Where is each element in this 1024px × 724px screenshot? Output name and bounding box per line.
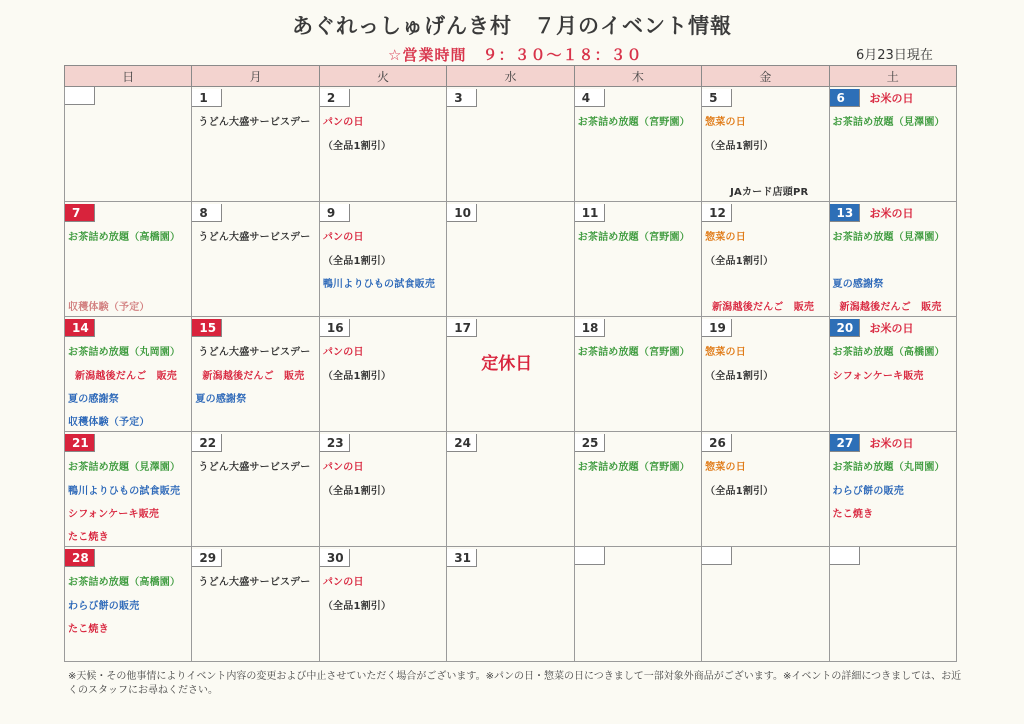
event-niigata: 新潟越後だんご 販売 bbox=[712, 302, 815, 313]
event-calendar bbox=[64, 65, 957, 662]
event-pan: パンの日 bbox=[322, 117, 364, 128]
day-cell-3 bbox=[447, 87, 574, 202]
event-pan: パンの日 bbox=[322, 232, 364, 243]
day-number: 15 bbox=[192, 319, 222, 337]
event-discount: （全品1割引） bbox=[322, 141, 392, 152]
event-takoyaki: たこ焼き bbox=[832, 509, 874, 520]
day-number: 25 bbox=[575, 434, 605, 452]
day-number: 4 bbox=[575, 89, 605, 107]
day-cell-24 bbox=[447, 432, 574, 547]
event-tea: お茶詰め放題（丸岡園） bbox=[832, 462, 945, 473]
weekday-mon: 月 bbox=[192, 66, 319, 87]
event-niigata: 新潟越後だんご 販売 bbox=[202, 371, 305, 382]
page-title: あぐれっしゅげんき村 ７月のイベント情報 bbox=[292, 14, 732, 38]
day-number: 13 bbox=[830, 204, 860, 222]
business-hours: ☆営業時間 ９：３０～１８：３０ bbox=[388, 46, 643, 64]
day-number: 19 bbox=[702, 319, 732, 337]
event-tea: お茶詰め放題（高橋園） bbox=[832, 347, 945, 358]
event-takoyaki: たこ焼き bbox=[68, 532, 109, 543]
event-tea: お茶詰め放題（宮野園） bbox=[577, 117, 690, 128]
day-number: 20 bbox=[830, 319, 860, 337]
day-cell-29 bbox=[192, 547, 319, 662]
day-number: 9 bbox=[320, 204, 350, 222]
weekday-thu: 木 bbox=[574, 66, 701, 87]
event-pan: パンの日 bbox=[322, 577, 364, 588]
day-number: 26 bbox=[702, 434, 732, 452]
day-cell-31 bbox=[447, 547, 574, 662]
event-shifon: シフォンケーキ販売 bbox=[832, 371, 924, 382]
day-number: 2 bbox=[320, 89, 350, 107]
day-number: 28 bbox=[65, 549, 95, 567]
event-kamogawa: 鴨川よりひもの試食販売 bbox=[322, 279, 436, 290]
day-number-empty bbox=[702, 547, 732, 565]
event-udon: うどん大盛サービスデー bbox=[198, 462, 311, 473]
day-number: 18 bbox=[575, 319, 605, 337]
day-number: 7 bbox=[65, 204, 95, 222]
day-number: 11 bbox=[575, 204, 605, 222]
event-discount: （全品1割引） bbox=[322, 601, 392, 612]
event-harvest: 収穫体験（予定） bbox=[68, 302, 150, 313]
event-kamogawa: 鴨川よりひもの試食販売 bbox=[68, 486, 181, 497]
day-cell-13 bbox=[829, 202, 956, 317]
day-cell-27 bbox=[829, 432, 956, 547]
day-cell-4 bbox=[574, 87, 701, 202]
event-pan: パンの日 bbox=[322, 347, 364, 358]
event-discount: （全品1割引） bbox=[322, 256, 392, 267]
event-tea: お茶詰め放題（高橋園） bbox=[68, 577, 181, 588]
event-harvest: 収穫体験（予定） bbox=[68, 417, 150, 428]
day-cell-28 bbox=[65, 547, 192, 662]
event-discount: （全品1割引） bbox=[705, 371, 774, 382]
weekday-sun: 日 bbox=[65, 66, 192, 87]
day-cell-8 bbox=[192, 202, 319, 317]
day-number: 17 bbox=[447, 319, 477, 337]
event-pan: パンの日 bbox=[322, 462, 364, 473]
event-warabi: わらび餅の販売 bbox=[68, 601, 140, 612]
event-okome: お米の日 bbox=[869, 92, 914, 105]
day-cell-18 bbox=[574, 317, 701, 432]
day-number: 6 bbox=[830, 89, 860, 107]
event-niigata: 新潟越後だんご 販売 bbox=[839, 302, 942, 313]
day-number: 27 bbox=[830, 434, 860, 452]
day-number: 1 bbox=[192, 89, 222, 107]
day-cell-7 bbox=[65, 202, 192, 317]
weekday-sat: 土 bbox=[829, 66, 956, 87]
day-number: 16 bbox=[320, 319, 350, 337]
event-natsu: 夏の感謝祭 bbox=[195, 394, 247, 405]
day-number: 14 bbox=[65, 319, 95, 337]
day-cell-26 bbox=[702, 432, 829, 547]
event-ja-card: JAカード店頭PR bbox=[730, 187, 809, 198]
day-number-empty bbox=[575, 547, 605, 565]
day-number: 30 bbox=[320, 549, 350, 567]
event-tea: お茶詰め放題（宮野園） bbox=[577, 232, 690, 243]
event-sozai: 惣菜の日 bbox=[705, 347, 746, 358]
event-udon: うどん大盛サービスデー bbox=[198, 577, 311, 588]
day-cell-14 bbox=[65, 317, 192, 432]
weekday-fri: 金 bbox=[702, 66, 829, 87]
event-udon: うどん大盛サービスデー bbox=[198, 347, 311, 358]
day-cell-21 bbox=[65, 432, 192, 547]
day-cell-empty bbox=[829, 547, 956, 662]
event-tea: お茶詰め放題（宮野園） bbox=[577, 462, 690, 473]
day-cell-20 bbox=[829, 317, 956, 432]
event-tea: お茶詰め放題（宮野園） bbox=[577, 347, 690, 358]
day-cell-11 bbox=[574, 202, 701, 317]
event-discount: （全品1割引） bbox=[705, 256, 774, 267]
event-discount: （全品1割引） bbox=[705, 486, 774, 497]
day-number: 12 bbox=[702, 204, 732, 222]
event-sozai: 惣菜の日 bbox=[705, 462, 746, 473]
day-number: 8 bbox=[192, 204, 222, 222]
day-cell-empty bbox=[574, 547, 701, 662]
event-takoyaki: たこ焼き bbox=[68, 624, 109, 635]
day-number: 3 bbox=[447, 89, 477, 107]
day-number: 31 bbox=[447, 549, 477, 567]
day-cell-17 bbox=[447, 317, 574, 432]
day-number-empty bbox=[830, 547, 860, 565]
day-cell-empty bbox=[702, 547, 829, 662]
day-cell-6 bbox=[829, 87, 956, 202]
day-number: 22 bbox=[192, 434, 222, 452]
event-okome: お米の日 bbox=[869, 437, 914, 450]
day-cell-12 bbox=[702, 202, 829, 317]
event-tea: お茶詰め放題（高橋園） bbox=[68, 232, 181, 243]
event-shifon: シフォンケーキ販売 bbox=[68, 509, 160, 520]
day-number: 29 bbox=[192, 549, 222, 567]
as-of-date: 6月23日現在 bbox=[856, 48, 933, 63]
day-cell-23 bbox=[319, 432, 446, 547]
event-okome: お米の日 bbox=[869, 207, 914, 220]
event-udon: うどん大盛サービスデー bbox=[198, 232, 311, 243]
event-sozai: 惣菜の日 bbox=[705, 117, 746, 128]
day-number: 5 bbox=[702, 89, 732, 107]
day-cell-25 bbox=[574, 432, 701, 547]
day-number: 24 bbox=[447, 434, 477, 452]
event-discount: （全品1割引） bbox=[322, 371, 392, 382]
weekday-tue: 火 bbox=[319, 66, 446, 87]
event-discount: （全品1割引） bbox=[705, 141, 774, 152]
day-cell-19 bbox=[702, 317, 829, 432]
event-tea: お茶詰め放題（見澤園） bbox=[832, 232, 945, 243]
day-cell-2 bbox=[319, 87, 446, 202]
day-number: 21 bbox=[65, 434, 95, 452]
event-warabi: わらび餅の販売 bbox=[832, 486, 904, 497]
day-cell-empty bbox=[65, 87, 192, 202]
day-cell-22 bbox=[192, 432, 319, 547]
day-cell-10 bbox=[447, 202, 574, 317]
event-discount: （全品1割引） bbox=[322, 486, 392, 497]
event-natsu: 夏の感謝祭 bbox=[68, 394, 119, 405]
event-natsu: 夏の感謝祭 bbox=[832, 279, 884, 290]
day-cell-5 bbox=[702, 87, 829, 202]
day-number: 23 bbox=[320, 434, 350, 452]
event-tea: お茶詰め放題（見澤園） bbox=[832, 117, 945, 128]
day-cell-15 bbox=[192, 317, 319, 432]
weekday-wed: 水 bbox=[447, 66, 574, 87]
event-okome: お米の日 bbox=[869, 322, 914, 335]
day-cell-16 bbox=[319, 317, 446, 432]
closed-day-label: 定休日 bbox=[481, 354, 533, 374]
event-udon: うどん大盛サービスデー bbox=[198, 117, 311, 128]
event-tea: お茶詰め放題（丸岡園） bbox=[68, 347, 181, 358]
day-cell-30 bbox=[319, 547, 446, 662]
event-tea: お茶詰め放題（見澤園） bbox=[68, 462, 181, 473]
footnote: ※天候・その他事情によりイベント内容の変更および中止させていただく場合がございます。※パンの日・惣菜の日につきまして一部対象外商品がございます。※イベントの詳細につきましては、お近くのスタッフにお尋ねください。 bbox=[68, 671, 962, 696]
day-number: 10 bbox=[447, 204, 477, 222]
day-number-empty bbox=[65, 87, 95, 105]
day-cell-1 bbox=[192, 87, 319, 202]
day-cell-9 bbox=[319, 202, 446, 317]
event-sozai: 惣菜の日 bbox=[705, 232, 746, 243]
event-niigata: 新潟越後だんご 販売 bbox=[75, 371, 177, 382]
